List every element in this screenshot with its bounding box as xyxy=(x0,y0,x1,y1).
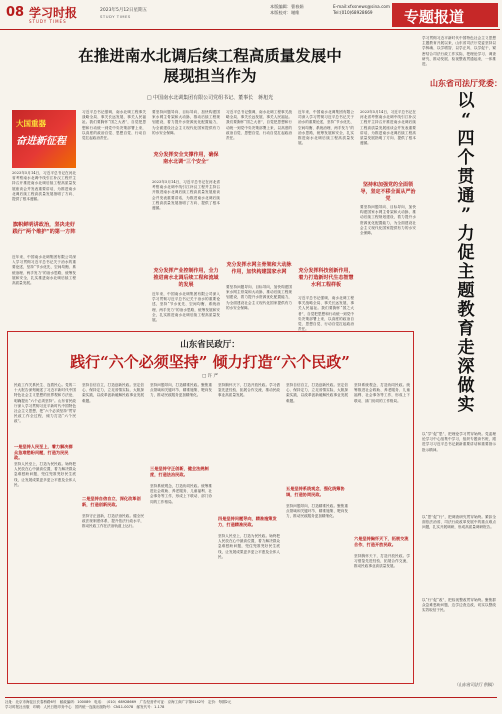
proofreader-line: 本版校对：谢维 xyxy=(270,10,300,15)
title-char: 个 xyxy=(457,148,475,168)
sidebar-paragraph: 以“学”促“思”，把理论学习贯穿始终。党委理论学习中心组集中学习，组织专题读书班，跟进学习习近平总书记最新重要讲话和重要指示批示精神。 xyxy=(422,432,496,452)
boxed-paragraph: 坚持自信自立，打造创新民政。坚定信心、保持定力，立足省情实际，大胆探索实践，以改革创新破解民政事业发展难题。 xyxy=(82,383,144,403)
sidebar-source: （山东省司法厅 供稿） xyxy=(454,682,496,687)
boxed-subhead: 一是坚持人民至上，着力解决群众急难愁盼问题，打造为民民政。 xyxy=(14,444,73,461)
boxed-byline: □ 许 严 xyxy=(201,374,219,379)
lead-paragraph: 习近平总书记强调，南水北调工程事关战略全局、事关长远发展、事关人民福祉。我们要胸怀“国之大者”，自觉把思想和行动统一到党中央决策部署上来，以高度的政治自觉、思想自觉、行动自觉扛起政治责任。 xyxy=(226,110,292,141)
boxed-paragraph: 坚持问题导向，打造精准民政。聚焦重点领域和关键环节，精准施策、靶向发力，推动民政服务更加精细化。 xyxy=(286,504,348,519)
lead-paragraph: 近年来，中国南水北调集团有限公司深入学习贯彻习近平总书记关于治水的重要论述，坚持“节水优先、空间均衡、系统治理、两手发力”的治水思路，统筹发展和安全，扎实推进南水北调后续工程高质量发展。 xyxy=(152,292,220,323)
lead-paragraph: 2023年5月14日，习近平总书记在河北省考察南水北调中线引江补汉工程并主持召开推进南水北调后续工程高质量发展座谈会并发表重要讲话，为推进南水北调后续工程高质量发展指明了方向、提供了根本遵循。 xyxy=(360,110,416,146)
sidebar-paragraph: 以“行”促“改”，把检视整改贯穿始终。聚焦群众急难愁盼问题，边学边查边改，切实以整改实效取信于民。 xyxy=(422,598,496,613)
boxed-paragraph: 坚持系统观念，打造协同民政。统筹推进社会救助、养老服务、儿童福利、社会事务等工作，形成上下联动、部门协同的工作格局。 xyxy=(354,383,410,403)
lead-subhead: 充分发挥安全支撑作用，确保南水北调“三个安全” xyxy=(153,152,219,165)
column-banner xyxy=(392,3,498,27)
title-char: 做 xyxy=(457,376,475,396)
title-char: 力 xyxy=(457,224,475,244)
lead-subhead: 充分发挥水网主骨架和大动脉作用，加快构建国家水网 xyxy=(226,262,292,275)
title-char: 教 xyxy=(457,300,475,320)
title-char: 四 xyxy=(457,129,475,149)
lead-subhead: 旗帜鲜明讲政治，坚决走好践行“两个维护”的第一方阵 xyxy=(12,222,76,235)
lead-paragraph: 近年来，中国南水北调集团有限公司深入学习贯彻习近平总书记关于治水的重要论述，坚持“节水优先、空间均衡、系统治理、两手发力”的治水思路，统筹发展和安全，扎实推进南水北调后续工程高质量发展。 xyxy=(12,255,76,286)
poster-line-2: 奋进新征程 xyxy=(16,136,66,147)
title-char: 走 xyxy=(457,338,475,358)
sidebar-kicker: 山东省司法厅党委： xyxy=(430,78,502,88)
boxed-paragraph: 民政工作关系民生、连着民心。党的二十大报告深刻阐述了习近平新时代中国特色社会主义思想的世界观和方法论，明确提出“六个必须坚持”。山东省民政厅深入学习贯彻习近平新时代中国特色社会主义思想，把“六个必须坚持”贯穿民政工作全过程，倾力打造“六个民政”。 xyxy=(14,383,76,424)
lead-paragraph: 习近平总书记强调，南水北调工程事关战略全局、事关长远发展、事关人民福祉。我们要胸怀“国之大者”，自觉把思想和行动统一到党中央决策部署上来，以高度的政治自觉、思想自觉、行动自觉扛起政治责任。 xyxy=(298,296,354,332)
boxed-paragraph: 坚持人民至上，打造为民民政。始终把人民放在心中最高位置，着力解决群众急难愁盼问题，兜住兜准兜好民生底线，让发展成果更多更公平惠及全体人民。 xyxy=(14,462,76,487)
paper-name: 学习时报 xyxy=(29,6,78,20)
page-footer xyxy=(5,697,497,709)
campaign-poster-image xyxy=(12,110,76,168)
title-char: 实 xyxy=(457,395,475,415)
lead-byline: □ 中国南水北调集团有限公司党组书记、董事长 蒋旭光 xyxy=(146,95,274,101)
lead-subhead: 充分发挥科技创新作用，着力打造新时代生态智慧水利工程样板 xyxy=(298,268,354,288)
lead-paragraph: 近年来，中国南水北调集团有限公司深入学习贯彻习近平总书记关于治水的重要论述，坚持“节水优先、空间均衡、系统治理、两手发力”的治水思路，统筹发展和安全，扎实推进南水北调后续工程高质量发展。 xyxy=(298,110,354,146)
lead-subhead: 坚持和加强党的全面领导，坚定不移全面从严治党 xyxy=(360,182,416,202)
lead-paragraph: 习近平总书记强调，南水北调工程事关战略全局、事关长远发展、事关人民福祉。我们要胸怀“国之大者”，自觉把思想和行动统一到党中央决策部署上来，以高度的政治自觉、思想自觉、行动自觉扛起政治责任。 xyxy=(82,110,146,141)
boxed-subhead: 六是坚持胸怀天下，拓展交流合作，打造开放民政。 xyxy=(354,536,409,547)
lead-paragraph: 2023年5月14日，习近平总书记在河北省考察南水北调中线引江补汉工程并主持召开推进南水北调后续工程高质量发展座谈会并发表重要讲话，为推进南水北调后续工程高质量发展指明了方向、提供了根本遵循。 xyxy=(12,171,76,202)
title-char: 以 xyxy=(457,91,475,111)
boxed-paragraph: 坚持人民至上，打造为民民政。始终把人民放在心中最高位置，着力解决群众急难愁盼问题，兜住兜准兜好民生底线，让发展成果更多更公平惠及全体人民。 xyxy=(218,534,280,559)
boxed-paragraph: 坚持问题导向，打造精准民政。聚焦重点领域和关键环节，精准施策、靶向发力，推动民政服务更加精细化。 xyxy=(150,383,212,398)
poster-line-1: 大国重器 xyxy=(16,119,46,128)
title-char: 贯 xyxy=(457,167,475,187)
boxed-subhead: 三是坚持守正创新，健全法规制度，打造法治民政。 xyxy=(150,466,209,477)
boxed-headline: 践行“六个必须坚持” 倾力打造“六个民政” xyxy=(70,353,350,371)
title-char: 主 xyxy=(457,262,475,282)
lead-paragraph: 要坚持问题导向、目标导向，加快构建国家水网主骨架和大动脉，推动后续工程规划建设，着力提升水资源优化配置能力，为全面建设社会主义现代化国家提供有力的水安全保障。 xyxy=(226,285,292,310)
editor-line: 本版编辑：曹春娟 xyxy=(270,4,304,9)
sidebar-title xyxy=(430,75,502,415)
footer-line: 社址：北京市海淀区长春桥路6号 邮政编码：100089 电话：（010）68928669 广告经营许可证：京海工商广字第0142号 定价：每期2元 xyxy=(5,700,232,704)
lead-paragraph: 要坚持问题导向、目标导向，加快构建国家水网主骨架和大动脉，推动后续工程规划建设，着力提升水资源优化配置能力，为全面建设社会主义现代化国家提供有力的水安全保障。 xyxy=(152,110,220,135)
boxed-paragraph: 坚持胸怀天下，打造开放民政。学习借鉴先进经验，拓展合作交流，推动民政事业高质量发展。 xyxy=(218,383,280,398)
lead-paragraph: 2023年5月14日，习近平总书记在河北省考察南水北调中线引江补汉工程并主持召开推进南水北调后续工程高质量发展座谈会并发表重要讲话，为推进南水北调后续工程高质量发展指明了方向、提供了根本遵循。 xyxy=(152,180,220,211)
title-char: 题 xyxy=(457,281,475,301)
editor-info xyxy=(270,4,304,16)
boxed-subhead: 五是坚持系统观念，强化统筹协调，打造协同民政。 xyxy=(286,486,345,497)
boxed-subhead: 二是坚持自信自立，深化改革创新，打造创新民政。 xyxy=(82,496,141,507)
lead-headline xyxy=(10,46,410,86)
page-number: 08 xyxy=(6,5,25,20)
boxed-paragraph: 坚持自信自立，打造创新民政。坚定信心、保持定力，立足省情实际，大胆探索实践，以改革创新破解民政事业发展难题。 xyxy=(286,383,348,403)
lead-subhead: 充分发挥产业控制作用，全力推进南水北调后续工程和流域的发展 xyxy=(153,268,219,288)
issue-date-en: STUDY TIMES xyxy=(100,14,131,19)
boxed-subhead: 四是坚持问题导向，精准施策发力，打造精准民政。 xyxy=(218,516,277,527)
footer-line: 学习时报社出版 印刷：人民日报印务中心 国内统一连续出版物号：CN11-0078 邮发代号：1-178 xyxy=(5,704,165,709)
sidebar-paragraph: 以“思”促“行”，把调查研究贯穿始终。紧扣全面依法治省、司法行政改革发展中的重点难点问题，扎实开展调研，形成高质量调研报告。 xyxy=(422,515,496,530)
boxed-kicker: 山东省民政厅： xyxy=(180,340,240,350)
title-char: 通 xyxy=(457,186,475,206)
boxed-paragraph: 坚持胸怀天下，打造开放民政。学习借鉴先进经验，拓展合作交流，推动民政事业高质量发展。 xyxy=(354,554,410,569)
title-char: 育 xyxy=(457,319,475,339)
sidebar-paragraph: 学习贯彻习近平新时代中国特色社会主义思想主题教育开展以来，山东省司法厅党委坚持以学铸魂、以学增智、以学正风、以学促干，紧密结合司法行政工作实际，把理论学习、调查研究、推动发展、检视整改贯通起来，一体推进。 xyxy=(422,36,496,67)
title-char: 深 xyxy=(457,357,475,377)
boxed-paragraph: 坚持守正创新，打造法治民政。健全民政法规制度体系，提升依法行政水平，推动民政工作在法治轨道上运行。 xyxy=(82,514,144,529)
phone-line: Tel:(010)68928669 xyxy=(333,10,373,15)
issue-date: 2023年5月12日星期五 xyxy=(100,8,148,13)
title-char: 促 xyxy=(457,243,475,263)
paper-name-en: STUDY TIMES xyxy=(29,19,67,24)
title-char: “ xyxy=(461,110,471,130)
title-char: ” xyxy=(461,205,471,225)
contact-info xyxy=(333,4,390,16)
headline-line-1: 在推进南水北调后续工程高质量发展中 xyxy=(78,46,342,65)
boxed-paragraph: 坚持系统观念，打造协同民政。统筹推进社会救助、养老服务、儿童福利、社会事务等工作，形成上下联动、部门协同的工作格局。 xyxy=(150,484,212,504)
lead-paragraph: 要坚持问题导向、目标导向，加快构建国家水网主骨架和大动脉，推动后续工程规划建设，着力提升水资源优化配置能力，为全面建设社会主义现代化国家提供有力的水安全保障。 xyxy=(360,205,416,236)
email-line: E-mail:xfxsnews@sina.com xyxy=(333,4,391,9)
column-name: 专题报道 xyxy=(404,8,465,26)
masthead xyxy=(0,0,500,30)
headline-line-2: 展现担当作为 xyxy=(163,66,257,85)
